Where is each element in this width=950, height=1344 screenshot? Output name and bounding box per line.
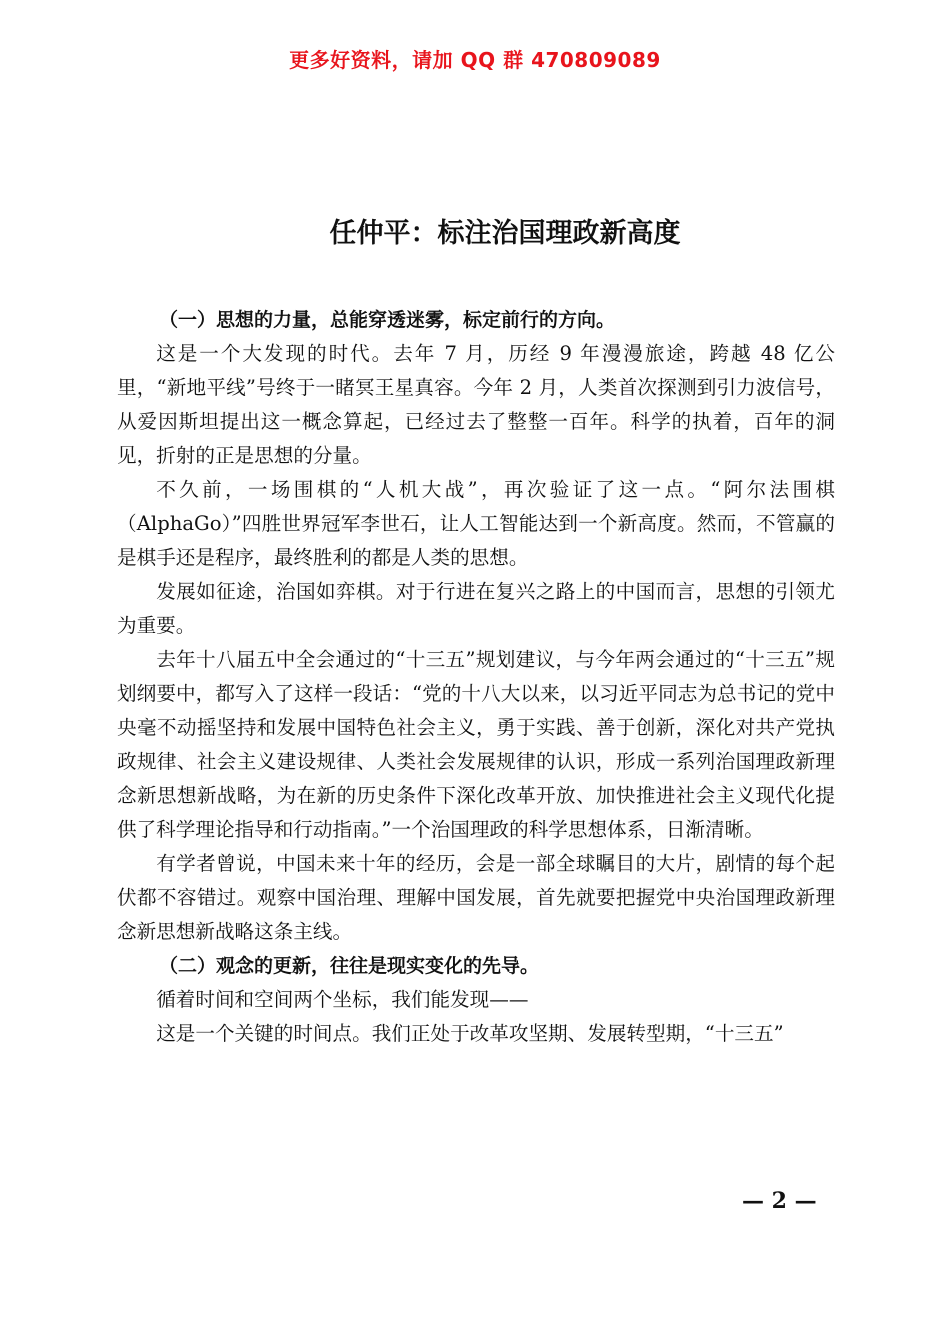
paragraph: 有学者曾说，中国未来十年的经历，会是一部全球瞩目的大片，剧情的每个起伏都不容错过。观察中国治理、理解中国发展，首先就要把握党中央治国理政新理念新思想新战略这条主线。 xyxy=(117,852,835,943)
section-heading: （一）思想的力量，总能穿透迷雾，标定前行的方向。 xyxy=(159,309,616,331)
paragraph: 循着时间和空间两个坐标，我们能发现—— xyxy=(156,988,529,1011)
page-number: — 2 — xyxy=(742,1188,817,1214)
paragraph: 不久前，一场围棋的“人机大战”，再次验证了这一点。“阿尔法围棋（AlphaGo）”四胜世界冠军李世石，让人工智能达到一个新高度。然而，不管赢的是棋手还是程序，最终胜利的都是人类的思想。 xyxy=(117,478,835,569)
promo-banner: 更多好资料，请加 QQ 群 470809089 xyxy=(289,48,661,72)
paragraph: 发展如征途，治国如弈棋。对于行进在复兴之路上的中国而言，思想的引领尤为重要。 xyxy=(117,580,835,637)
document-title: 任仲平：标注治国理政新高度 xyxy=(329,218,681,249)
section-heading: （二）观念的更新，往往是现实变化的先导。 xyxy=(159,955,540,977)
paragraph: 去年十八届五中全会通过的“十三五”规划建议，与今年两会通过的“十三五”规划纲要中，都写入了这样一段话：“党的十八大以来，以习近平同志为总书记的党中央毫不动摇坚持和发展中国特色社会主义，勇于实践、善于创新，深化对共产党执政规律、社会主义建设规律、人类社会发展规律的认识，形成一系列治国理政新理念新思想新战略，为在新的历史条件下深化改革开放、加快推进社会主义现代化提供了科学理论指导和行动指南。”一个治国理政的科学思想体系，日渐清晰。 xyxy=(117,648,835,841)
paragraph: 这是一个大发现的时代。去年 7 月，历经 9 年漫漫旅途，跨越 48 亿公里，“新地平线”号终于一睹冥王星真容。今年 2 月，人类首次探测到引力波信号，从爱因斯坦提出这一概念算起，已经过去了整整一百年。科学的执着，百年的洞见，折射的正是思想的分量。 xyxy=(117,342,835,467)
paragraph: 这是一个关键的时间点。我们正处于改革攻坚期、发展转型期，“十三五” xyxy=(156,1022,784,1045)
document-body xyxy=(117,303,835,1051)
